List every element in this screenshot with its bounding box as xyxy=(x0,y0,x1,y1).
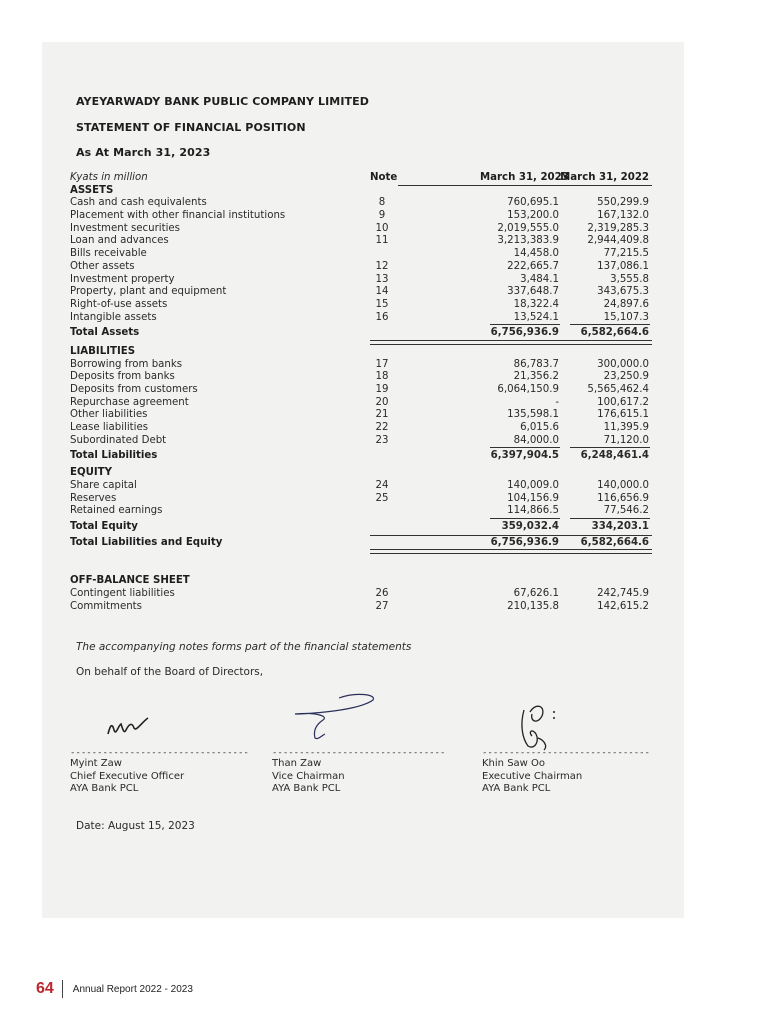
value-2023: 84,000.0 xyxy=(513,434,559,446)
value-2022: 550,299.9 xyxy=(597,197,649,209)
assets-heading: ASSETS xyxy=(70,184,114,196)
double-underline xyxy=(370,340,652,345)
row-note: 18 xyxy=(375,371,389,383)
table-row xyxy=(70,422,660,435)
table-row xyxy=(70,435,660,448)
value-2022: 15,107.3 xyxy=(603,311,649,323)
signatory-title: Executive Chairman xyxy=(482,770,583,782)
table-row xyxy=(70,505,660,518)
row-label: Investment property xyxy=(70,273,175,285)
signatory-name: Myint Zaw xyxy=(70,758,122,769)
underline xyxy=(570,324,650,325)
signature-than-zaw xyxy=(285,690,385,746)
signatory-3 xyxy=(482,748,650,796)
table-row xyxy=(70,274,660,287)
table-row xyxy=(70,371,660,384)
signatory-title: Chief Executive Officer xyxy=(70,770,185,782)
row-label: Cash and cash equivalents xyxy=(70,197,207,209)
liabilities-rows xyxy=(70,359,660,448)
row-label: Subordinated Debt xyxy=(70,434,167,446)
value-2022: 24,897.6 xyxy=(603,298,649,310)
signatory-2 xyxy=(272,748,445,796)
signature-line: ------------------------------- xyxy=(482,748,650,758)
units-label: Kyats in million xyxy=(70,172,148,183)
row-note: 19 xyxy=(375,384,389,395)
value-2023: 3,484.1 xyxy=(520,273,559,285)
row-label: Reserves xyxy=(70,492,117,504)
row-note: 9 xyxy=(378,210,386,222)
table-row xyxy=(70,197,660,210)
value-2023: 18,322.4 xyxy=(513,298,559,310)
col-2022-header: March 31, 2022 xyxy=(560,172,649,183)
signatory-1 xyxy=(70,748,249,796)
total-2022: 6,582,664.6 xyxy=(580,536,649,548)
footer-divider xyxy=(62,980,63,998)
signatory-org: AYA Bank PCL xyxy=(70,783,139,794)
row-label: Deposits from customers xyxy=(70,384,198,395)
signatory-org: AYA Bank PCL xyxy=(272,783,341,794)
total-2022: 6,248,461.4 xyxy=(580,450,649,462)
value-2023: 14,458.0 xyxy=(513,248,559,260)
underline xyxy=(570,518,650,519)
table-row xyxy=(70,409,660,422)
row-note: 8 xyxy=(378,197,386,209)
table-row xyxy=(70,493,660,506)
signature-line: --------------------------------- xyxy=(70,748,249,758)
value-2023: 67,626.1 xyxy=(513,587,559,599)
value-2023: 153,200.0 xyxy=(507,210,559,222)
signature-khin-saw-oo xyxy=(510,698,570,754)
value-2023: 135,598.1 xyxy=(507,409,559,421)
table-row xyxy=(70,261,660,274)
value-2023: 337,648.7 xyxy=(507,286,559,298)
row-note: 11 xyxy=(375,235,389,247)
page-footer xyxy=(36,978,193,1000)
value-2023: 86,783.7 xyxy=(513,358,559,370)
row-note: 22 xyxy=(375,422,389,434)
value-2022: 100,617.2 xyxy=(597,396,649,408)
value-2022: 116,656.9 xyxy=(597,492,649,504)
financial-position-table xyxy=(70,172,660,613)
row-label: Repurchase agreement xyxy=(70,396,189,408)
row-label: Property, plant and equipment xyxy=(70,286,227,298)
notes-statement: The accompanying notes forms part of the financial statements xyxy=(76,641,412,653)
signature-line: -------------------------------- xyxy=(272,748,446,758)
table-row xyxy=(70,235,660,248)
table-row xyxy=(70,601,660,614)
assets-rows xyxy=(70,197,660,324)
table-row xyxy=(70,588,660,601)
as-at-date: As At March 31, 2023 xyxy=(76,146,211,159)
value-2023: 140,009.0 xyxy=(507,479,559,491)
value-2023: - xyxy=(555,396,559,408)
row-label: Share capital xyxy=(70,479,137,491)
row-note: 17 xyxy=(375,358,389,370)
total-2022: 6,582,664.6 xyxy=(580,327,649,339)
row-note: 25 xyxy=(375,492,389,504)
table-row xyxy=(70,210,660,223)
value-2022: 23,250.9 xyxy=(603,371,649,383)
total-liabilities-equity-row xyxy=(70,537,660,550)
double-underline xyxy=(370,549,652,554)
table-row xyxy=(70,312,660,325)
row-label: Bills receivable xyxy=(70,248,147,260)
page-number: 64 xyxy=(36,980,54,997)
value-2022: 167,132.0 xyxy=(597,210,649,222)
value-2022: 77,215.5 xyxy=(603,248,649,260)
value-2022: 242,745.9 xyxy=(597,587,649,599)
total-2023: 6,397,904.5 xyxy=(490,450,559,462)
table-row xyxy=(70,397,660,410)
value-2023: 2,019,555.0 xyxy=(497,222,559,234)
total-label: Total Liabilities and Equity xyxy=(70,536,223,548)
total-liabilities-row xyxy=(70,450,660,463)
value-2023: 760,695.1 xyxy=(507,197,559,209)
total-label: Total Assets xyxy=(70,327,140,339)
value-2022: 71,120.0 xyxy=(603,434,649,446)
row-note: 14 xyxy=(375,286,389,298)
col-2023-header: March 31, 2023 xyxy=(480,172,569,183)
total-2023: 6,756,936.9 xyxy=(490,536,559,548)
row-label: Lease liabilities xyxy=(70,422,149,434)
underline xyxy=(490,324,560,325)
value-2023: 6,015.6 xyxy=(520,422,559,434)
value-2022: 3,555.8 xyxy=(610,273,649,285)
row-note: 15 xyxy=(375,298,389,310)
value-2022: 5,565,462.4 xyxy=(587,384,649,395)
row-label: Other assets xyxy=(70,260,135,272)
total-label: Total Equity xyxy=(70,520,138,532)
table-row xyxy=(70,248,660,261)
underline xyxy=(370,535,652,536)
report-title: Annual Report 2022 - 2023 xyxy=(72,983,193,995)
value-2023: 114,866.5 xyxy=(507,505,559,517)
column-header-row xyxy=(70,172,660,185)
row-label: Deposits from banks xyxy=(70,371,175,383)
table-row xyxy=(70,480,660,493)
value-2023: 21,356.2 xyxy=(513,371,559,383)
row-label: Contingent liabilities xyxy=(70,587,175,599)
underline xyxy=(570,447,650,448)
row-note: 12 xyxy=(375,260,389,272)
company-name: AYEYARWADY BANK PUBLIC COMPANY LIMITED xyxy=(76,95,369,108)
section-heading xyxy=(70,185,660,198)
row-note: 26 xyxy=(375,587,389,599)
section-heading xyxy=(70,467,660,480)
liabilities-heading: LIABILITIES xyxy=(70,345,136,357)
off-balance-heading: OFF-BALANCE SHEET xyxy=(70,575,190,587)
value-2022: 142,615.2 xyxy=(597,600,649,612)
equity-heading: EQUITY xyxy=(70,467,113,479)
off-balance-rows xyxy=(70,588,660,613)
row-label: Borrowing from banks xyxy=(70,358,183,370)
row-label: Intangible assets xyxy=(70,311,157,323)
value-2022: 2,944,409.8 xyxy=(587,235,649,247)
value-2022: 176,615.1 xyxy=(597,409,649,421)
equity-rows xyxy=(70,480,660,518)
statement-title: STATEMENT OF FINANCIAL POSITION xyxy=(76,121,306,134)
row-label: Commitments xyxy=(70,600,142,612)
row-label: Investment securities xyxy=(70,222,180,234)
table-row xyxy=(70,223,660,236)
value-2023: 3,213,383.9 xyxy=(497,235,559,247)
value-2022: 343,675.3 xyxy=(597,286,649,298)
value-2022: 140,000.0 xyxy=(597,479,649,491)
signatory-title: Vice Chairman xyxy=(272,770,345,782)
total-assets-row xyxy=(70,327,660,340)
row-label: Right-of-use assets xyxy=(70,298,168,310)
value-2022: 11,395.9 xyxy=(603,422,649,434)
section-heading xyxy=(70,575,660,588)
total-2023: 6,756,936.9 xyxy=(490,327,559,339)
signatory-name: Khin Saw Oo xyxy=(482,758,546,769)
total-2022: 334,203.1 xyxy=(591,520,649,532)
behalf-text: On behalf of the Board of Directors, xyxy=(76,666,264,678)
row-note: 20 xyxy=(375,396,389,408)
table-row xyxy=(70,299,660,312)
value-2022: 2,319,285.3 xyxy=(587,222,649,234)
value-2022: 77,546.2 xyxy=(603,505,649,517)
row-note: 21 xyxy=(375,409,389,421)
signatory-name: Than Zaw xyxy=(272,758,322,769)
signatory-org: AYA Bank PCL xyxy=(482,783,551,794)
row-note: 23 xyxy=(375,434,389,446)
table-row xyxy=(70,359,660,372)
total-label: Total Liabilities xyxy=(70,450,158,462)
row-note: 27 xyxy=(375,600,389,612)
value-2023: 104,156.9 xyxy=(507,492,559,504)
value-2022: 300,000.0 xyxy=(597,358,649,370)
value-2023: 222,665.7 xyxy=(507,260,559,272)
spacer xyxy=(70,553,660,575)
value-2022: 137,086.1 xyxy=(597,260,649,272)
total-equity-row xyxy=(70,521,660,534)
grand-double-rule-wrap xyxy=(70,549,660,553)
row-note: 16 xyxy=(375,311,389,323)
row-note: 24 xyxy=(375,479,389,491)
row-label: Other liabilities xyxy=(70,409,148,421)
signature-myint-zaw xyxy=(104,712,164,742)
row-label: Retained earnings xyxy=(70,505,163,517)
section-heading xyxy=(70,346,660,359)
value-2023: 210,135.8 xyxy=(507,600,559,612)
note-header: Note xyxy=(370,172,398,183)
underline xyxy=(490,518,560,519)
statement-date: Date: August 15, 2023 xyxy=(76,820,195,832)
row-note: 10 xyxy=(375,222,389,234)
value-2023: 13,524.1 xyxy=(513,311,559,323)
table-row xyxy=(70,286,660,299)
row-label: Loan and advances xyxy=(70,235,169,247)
total-2023: 359,032.4 xyxy=(501,520,559,532)
underline xyxy=(490,447,560,448)
row-note: 13 xyxy=(375,273,389,285)
row-label: Placement with other financial institutions xyxy=(70,210,286,222)
table-row xyxy=(70,384,660,397)
value-2023: 6,064,150.9 xyxy=(497,384,559,395)
